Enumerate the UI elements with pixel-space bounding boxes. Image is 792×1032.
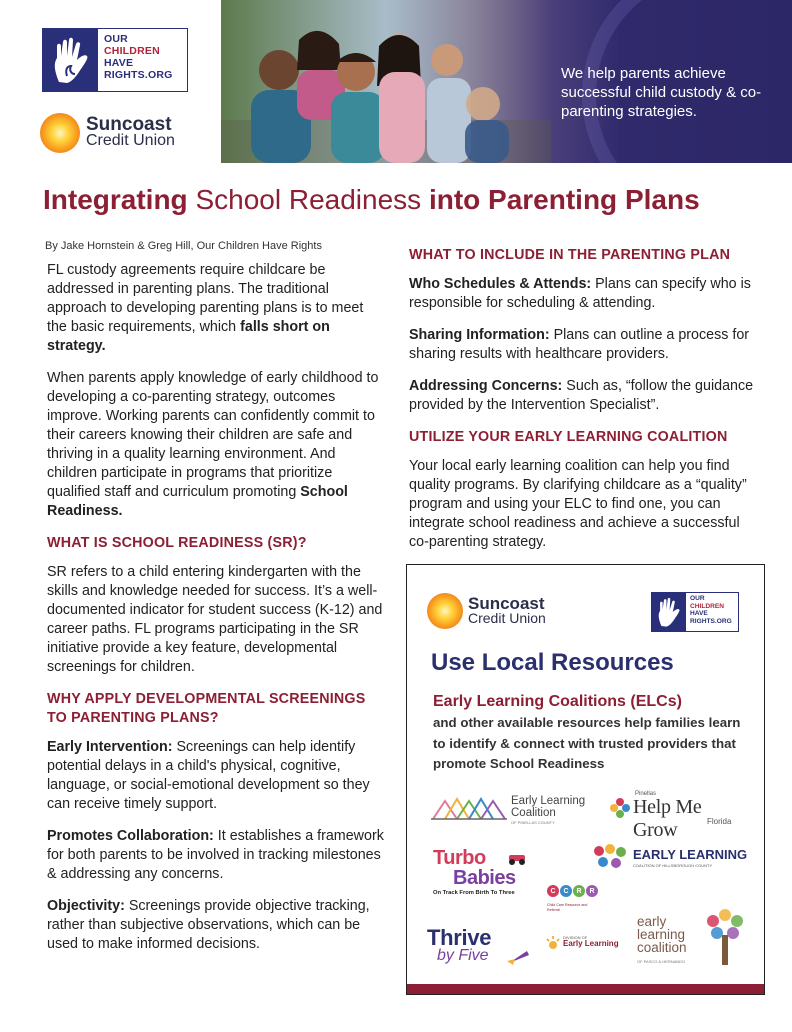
hmg-name: Help Me Grow xyxy=(633,796,702,841)
flower-icon xyxy=(609,797,631,819)
intro-bold: falls short on strategy. xyxy=(47,319,330,354)
title-part1: Integrating xyxy=(43,184,188,215)
hmg-florida: Florida xyxy=(707,817,732,826)
heading-elc: UTILIZE YOUR EARLY LEARNING COALITION xyxy=(409,429,728,445)
resources-ochr-logo xyxy=(651,592,739,632)
elc-pasco-logo xyxy=(633,907,753,969)
rocket-icon xyxy=(507,947,531,965)
addressing-concerns-label: Addressing Concerns: xyxy=(409,378,563,394)
ochr-logo xyxy=(42,28,188,92)
resources-suncoast-name: Suncoast xyxy=(468,594,545,613)
ochr-line4: RIGHTS.ORG xyxy=(104,69,173,81)
hand-icon xyxy=(652,593,686,631)
resources-description: and other available resources help families learn to identify & connect with trusted providers that promote School Readiness xyxy=(433,715,741,771)
sharing-info-label: Sharing Information: xyxy=(409,327,550,343)
div-el-top: DIVISION OF xyxy=(563,935,588,940)
help-me-grow-logo xyxy=(609,791,749,841)
ochr-line1: OUR xyxy=(104,33,128,45)
hero-banner xyxy=(221,0,792,163)
benefits-text: When parents apply knowledge of early childhood to developing a co-parenting strategy, outcomes improve. Working parents can confidently commit to their careers knowing their children are safe and thriving in a quality learning environment. And children participate in programs that prioritize qualified staff and curriculum promoting xyxy=(47,370,379,500)
dots-icon xyxy=(591,843,629,871)
who-schedules-item xyxy=(409,275,761,313)
suncoast-name: Suncoast xyxy=(86,114,172,135)
collaboration-item xyxy=(47,827,387,884)
addressing-concerns-item xyxy=(409,377,761,415)
elc-paragraph: Your local early learning coalition can help you find quality programs. By clarifying childcare as a “quality” program and using your ELC to find one, you can integrate school readiness and achieve a successful co-parenting strategy. xyxy=(409,458,747,550)
sharing-info-text: Plans can outline a process for sharing results with healthcare providers. xyxy=(409,327,750,362)
resources-suncoast-logo xyxy=(427,593,546,629)
objectivity-item xyxy=(47,897,387,954)
resources-title: Use Local Resources xyxy=(431,649,674,676)
resources-ochr-line4: RIGHTS.ORG xyxy=(690,617,732,625)
title-part3: into Parenting Plans xyxy=(428,184,700,215)
ccrr-letter-r1: R xyxy=(573,885,585,897)
collaboration-text: It establishes a framework for both parents to be involved in tracking milestones & addressing any concerns. xyxy=(47,828,384,882)
turbo-tagline: On Track From Birth To Three xyxy=(433,890,515,896)
hand-icon xyxy=(43,29,98,91)
pasco-sub: OF PASCO & HERNANDO xyxy=(637,959,686,964)
benefits-paragraph xyxy=(47,369,387,521)
children-photo xyxy=(221,0,551,163)
early-intervention-label: Early Intervention: xyxy=(47,739,173,755)
elc-pinellas-name: Early Learning Coalition xyxy=(511,795,586,819)
elc-pinellas-sub: OF PINELLAS COUNTY xyxy=(511,820,555,825)
early-intervention-item xyxy=(47,738,387,814)
page-title xyxy=(43,184,700,216)
heading-school-readiness: WHAT IS SCHOOL READINESS (SR)? xyxy=(47,535,307,551)
sun-rays-icon xyxy=(545,935,561,951)
hmg-pinellas: Pinellas xyxy=(635,791,657,797)
race-car-icon xyxy=(507,849,527,867)
sun-icon xyxy=(427,593,463,629)
thrive-by-five-logo xyxy=(427,925,537,969)
thrive-word: Thrive xyxy=(427,925,492,950)
addressing-concerns-text: Such as, “follow the guidance provided by the Intervention Specialist”. xyxy=(409,378,754,413)
resources-subtitle: Early Learning Coalitions (ELCs) xyxy=(433,693,682,710)
hero-tagline: We help parents achieve successful child custody & co-parenting strategies. xyxy=(561,65,762,120)
resources-suncoast-sub: Credit Union xyxy=(468,610,546,626)
ccrr-letter-r2: R xyxy=(586,885,598,897)
left-column xyxy=(47,240,387,967)
bridge-icon xyxy=(431,791,507,825)
ccrr-sub: Child Care Resource and Referral xyxy=(547,903,588,912)
ccrr-letter-c2: C xyxy=(560,885,572,897)
heading-what-to-include: WHAT TO INCLUDE IN THE PARENTING PLAN xyxy=(409,247,731,263)
resources-ochr-line3: HAVE xyxy=(690,610,708,618)
suncoast-sub: Credit Union xyxy=(86,132,175,149)
ccrr-letter-c1: C xyxy=(547,885,559,897)
div-el-name: Early Learning xyxy=(563,939,619,948)
tree-icon xyxy=(703,907,747,965)
who-schedules-text: Plans can specify who is responsible for scheduling & attending. xyxy=(409,276,751,311)
sharing-info-item xyxy=(409,326,761,364)
elc-hills-sub: COALITION OF HILLSBOROUGH COUNTY xyxy=(633,863,713,868)
suncoast-logo xyxy=(40,113,175,153)
benefits-bold: School Readiness. xyxy=(47,484,348,519)
pasco-name: early learning coalition xyxy=(637,914,687,955)
elc-hills-name: EARLY LEARNING xyxy=(633,847,748,862)
school-readiness-paragraph: SR refers to a child entering kindergarten with the skills and knowledge needed for success. It’s a well-documented indicator for student success (K-12) and career paths. FL programs participating in the SR initiative provide a key feature, developmental screenings for children. xyxy=(47,564,383,675)
heading-why-screenings: WHY APPLY DEVELOPMENTAL SCREENINGS TO PARENTING PLANS? xyxy=(47,691,366,726)
intro-text: FL custody agreements require childcare be addressed in parenting plans. The traditional approach to developing parenting plans is to meet the basic requirements, which xyxy=(47,262,364,335)
resources-footer-bar xyxy=(407,984,764,994)
right-column xyxy=(409,244,761,565)
by-five-word: by Five xyxy=(437,947,489,964)
turbo-word: Turbo xyxy=(433,847,486,869)
early-intervention-text: Screenings can help identify potential delays in a child's physical, cognitive, language, or social-emotional development so they can receive timely support. xyxy=(47,739,370,812)
turbo-babies-logo xyxy=(433,847,533,903)
resources-ochr-line1: OUR xyxy=(690,595,705,602)
ochr-line2: CHILDREN xyxy=(104,45,160,57)
byline: By Jake Hornstein & Greg Hill, Our Children Have Rights xyxy=(45,240,322,252)
intro-paragraph xyxy=(47,261,387,356)
elc-pinellas-logo xyxy=(431,791,591,827)
ccrr-letters xyxy=(547,885,598,897)
collaboration-label: Promotes Collaboration: xyxy=(47,828,214,844)
title-part2: School Readiness xyxy=(187,184,429,215)
resources-ochr-line2: CHILDREN xyxy=(690,602,725,610)
elc-hillsborough-logo xyxy=(591,843,751,873)
ochr-line3: HAVE xyxy=(104,57,134,69)
objectivity-text: Screenings provide objective tracking, rather than subjective observations, which can be used to make informed decisions. xyxy=(47,898,370,952)
sun-icon xyxy=(40,113,80,153)
division-early-learning-logo xyxy=(545,935,625,955)
who-schedules-label: Who Schedules & Attends: xyxy=(409,276,592,292)
objectivity-label: Objectivity: xyxy=(47,898,125,914)
babies-word: Babies xyxy=(453,867,516,889)
resources-box xyxy=(406,564,765,995)
ccrr-logo xyxy=(547,885,601,921)
